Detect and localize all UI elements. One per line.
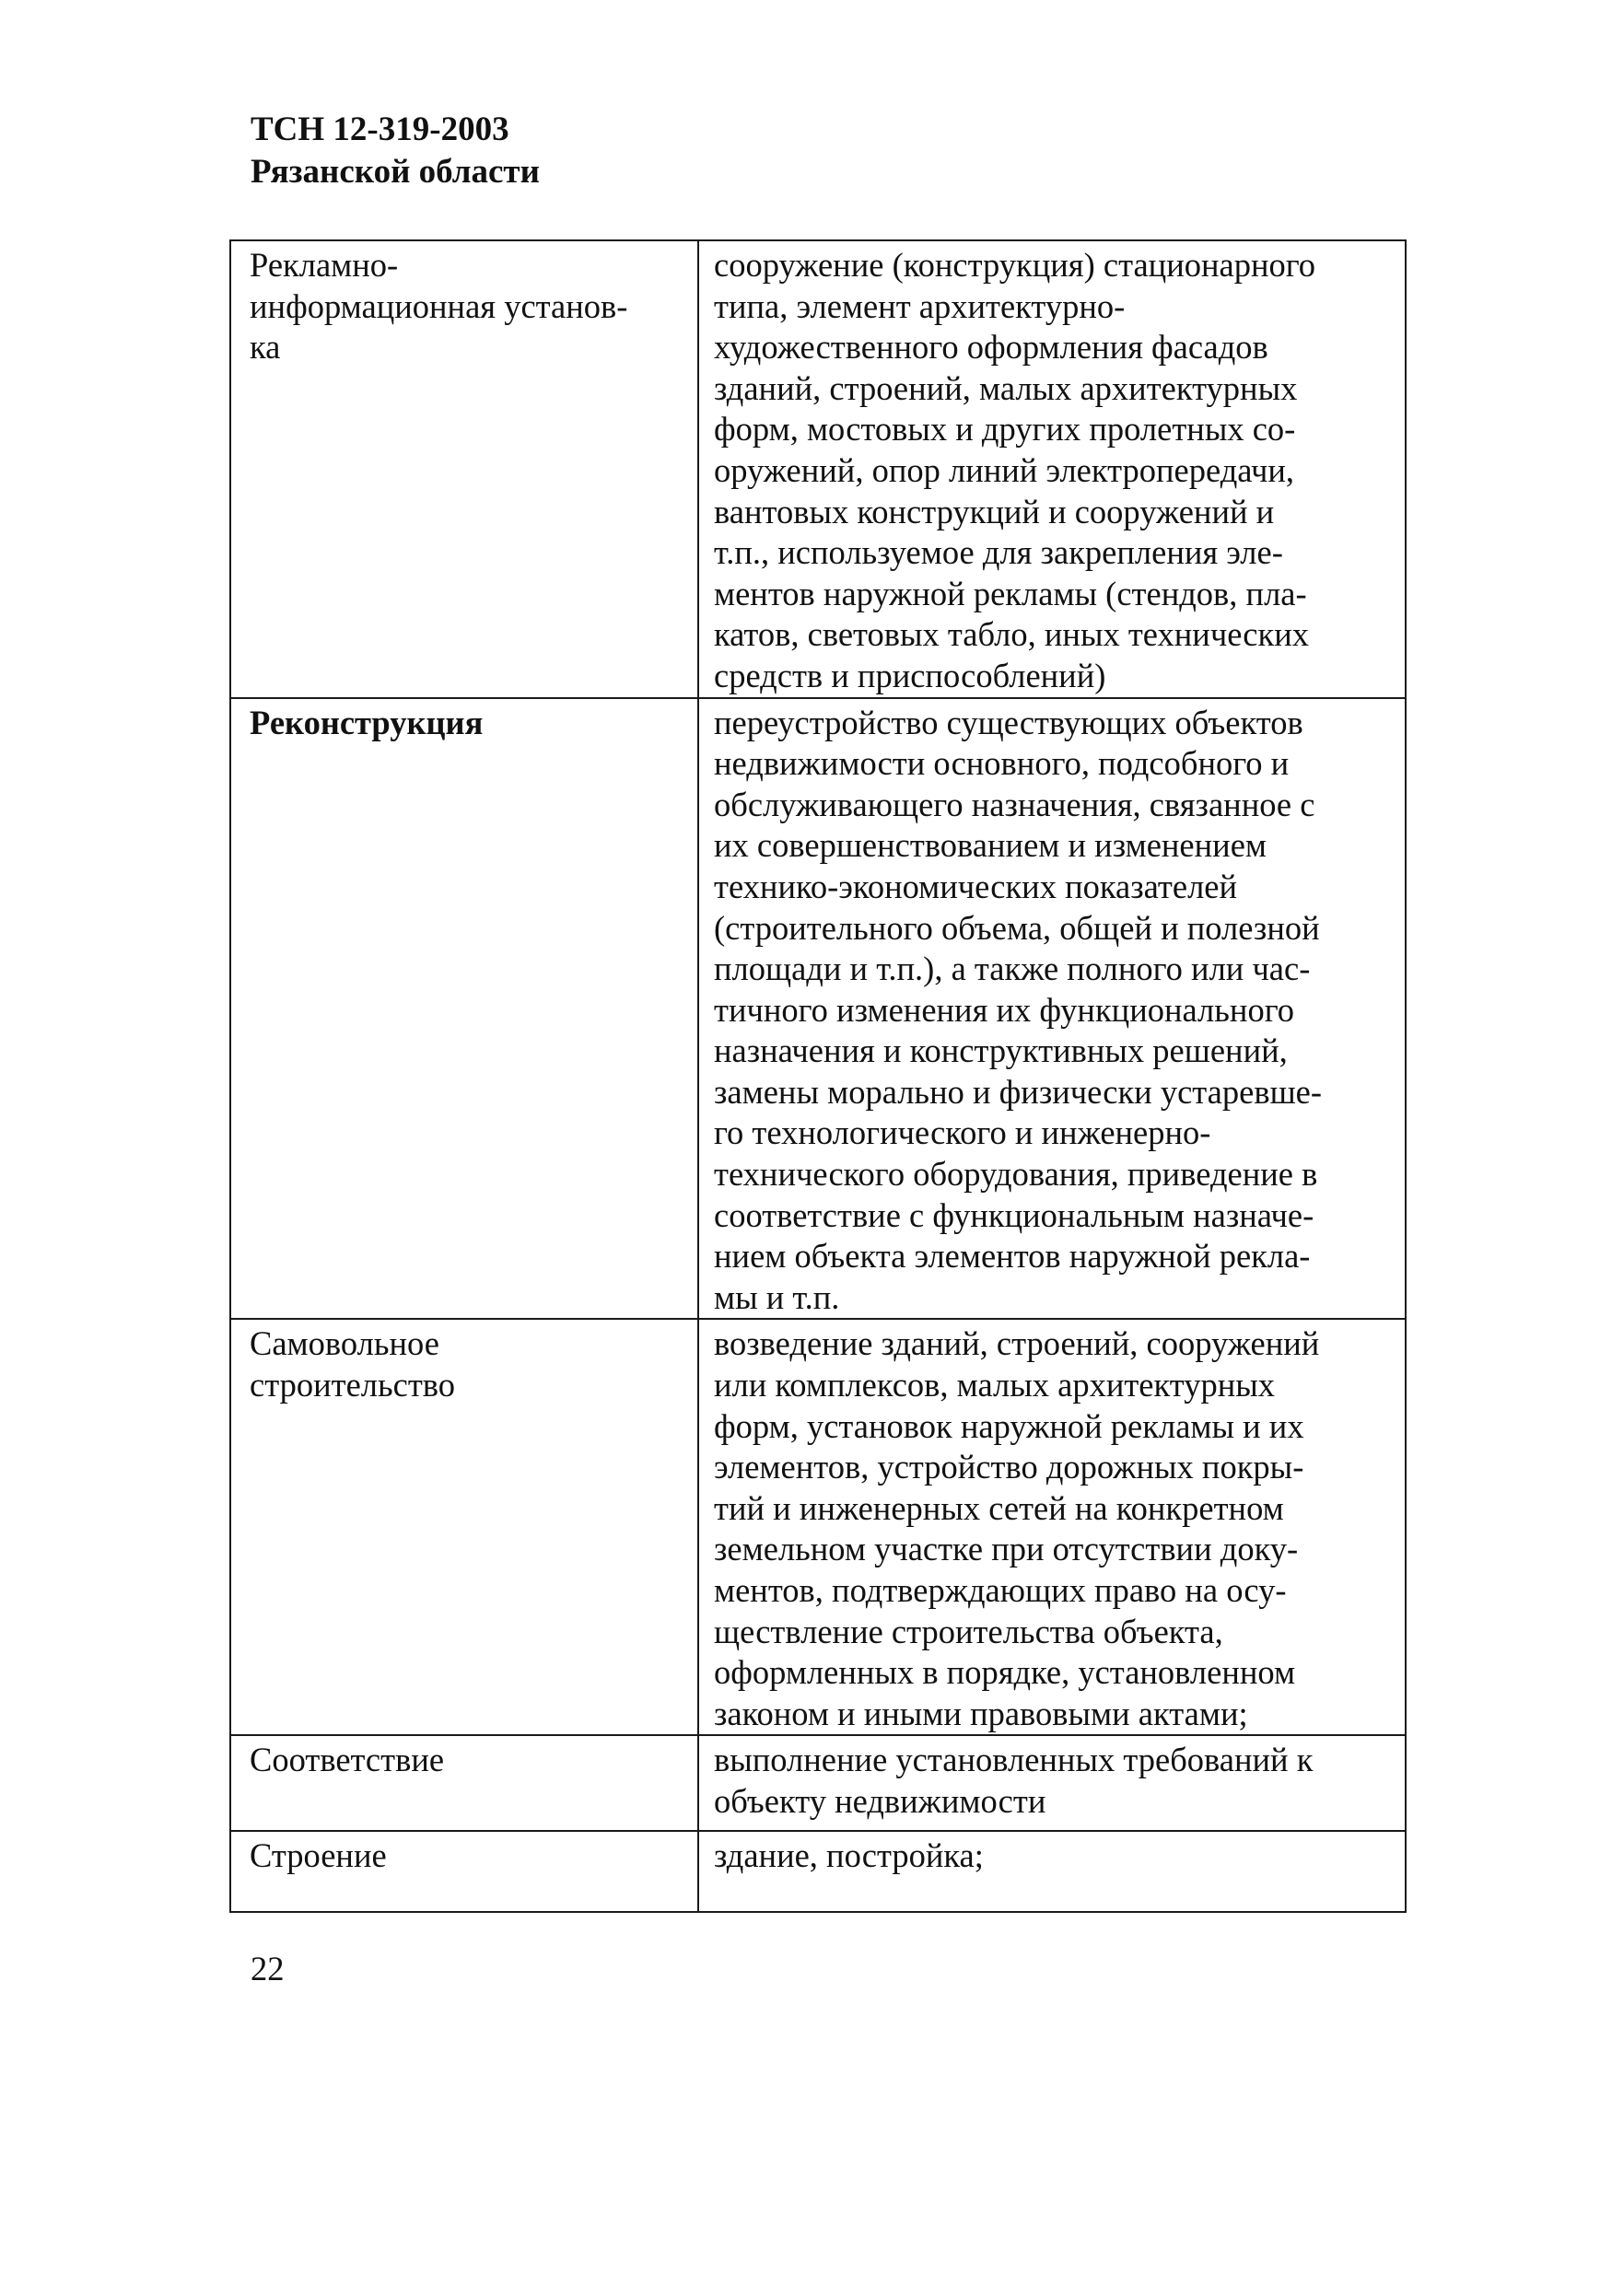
definition-text: соответствие с функциональным назначе- (714, 1195, 1314, 1234)
definition-text: переустройство существующих объектов (714, 703, 1303, 741)
definition-text: катов, световых табло, иных технических (714, 615, 1310, 654)
table-row (230, 1319, 1406, 1735)
term-text: ка (250, 328, 281, 367)
definition-text: их совершенствованием и изменением (714, 826, 1267, 865)
definition-text: средств и приспособлений) (714, 656, 1106, 694)
definition-cell (698, 1735, 1406, 1831)
definition-text: оружений, опор линий электропередачи, (714, 450, 1295, 489)
document-code: ТСН 12-319-2003 (251, 111, 509, 148)
definition-text: тичного изменения их функционального (714, 990, 1294, 1029)
definition-text: технико-экономических показателей (714, 867, 1238, 905)
term-text: Соответствие (250, 1741, 445, 1779)
page-number: 22 (251, 1950, 285, 1987)
definition-text: ментов, подтверждающих право на осу- (714, 1571, 1287, 1609)
definition-text: вантовых конструкций и сооружений и (714, 492, 1275, 530)
definition-text: оформленных в порядке, установленном (714, 1653, 1296, 1692)
table-row (230, 240, 1406, 698)
definition-text: мы и т.п. (714, 1277, 840, 1316)
definition-text: технического оборудования, приведение в (714, 1155, 1318, 1194)
definition-text: замены морально и физически устаревше- (714, 1072, 1323, 1111)
definition-text: сооружение (конструкция) стационарного (714, 246, 1316, 284)
definition-text: земельном участке при отсутствии доку- (714, 1530, 1299, 1568)
term-text: информационная установ- (250, 286, 628, 325)
term-cell (230, 1319, 698, 1735)
definition-text: элементов, устройство дорожных покры- (714, 1448, 1304, 1486)
definition-text: или комплексов, малых архитектурных (714, 1366, 1276, 1404)
definition-text: (строительного объема, общей и полезной (714, 908, 1320, 947)
definition-text: здание, постройка; (714, 1836, 984, 1875)
definition-text: зданий, строений, малых архитектурных (714, 368, 1298, 407)
definition-text: ментов наружной рекламы (стендов, пла- (714, 574, 1307, 612)
definition-text: обслуживающего назначения, связанное с (714, 785, 1315, 823)
term-text: Самовольное (250, 1324, 439, 1363)
definition-cell (698, 698, 1406, 1320)
definition-text: нием объекта элементов наружной рекла- (714, 1237, 1311, 1276)
definition-text: художественного оформления фасадов (714, 328, 1268, 367)
term-cell (230, 1735, 698, 1831)
table-row (230, 1831, 1406, 1912)
term-text: Строение (250, 1836, 387, 1875)
document-region: Рязанской области (251, 153, 540, 191)
terms-table-body (230, 240, 1406, 1912)
table-row (230, 698, 1406, 1320)
definition-cell (698, 240, 1406, 698)
term-text: строительство (250, 1366, 456, 1404)
document-header (251, 109, 540, 193)
term-cell (230, 698, 698, 1320)
definition-text: законом и иными правовыми актами; (714, 1694, 1248, 1732)
term-cell (230, 240, 698, 698)
table-row (230, 1735, 1406, 1831)
term-text: Рекламно- (250, 246, 399, 284)
definition-text: недвижимости основного, подсобного и (714, 744, 1290, 783)
definition-text: назначения и конструктивных решений, (714, 1031, 1288, 1070)
definition-text: т.п., используемое для закрепления эле- (714, 533, 1283, 572)
definition-text: выполнение установленных требований к (714, 1741, 1314, 1779)
term-text: Реконструкция (250, 703, 484, 741)
definition-text: объекту недвижимости (714, 1781, 1046, 1820)
definition-cell (698, 1831, 1406, 1912)
definition-text: площади и т.п.), а также полного или час- (714, 950, 1311, 988)
definition-text: го технологического и инженерно- (714, 1113, 1211, 1152)
terms-table (229, 239, 1407, 1913)
definition-cell (698, 1319, 1406, 1735)
definition-text: форм, установок наружной рекламы и их (714, 1406, 1304, 1445)
definition-text: форм, мостовых и других пролетных со- (714, 410, 1296, 449)
definition-text: ществление строительства объекта, (714, 1612, 1223, 1650)
term-cell (230, 1831, 698, 1912)
definition-text: тий и инженерных сетей на конкретном (714, 1488, 1284, 1527)
definition-text: типа, элемент архитектурно- (714, 286, 1126, 325)
definition-text: возведение зданий, строений, сооружений (714, 1324, 1320, 1363)
